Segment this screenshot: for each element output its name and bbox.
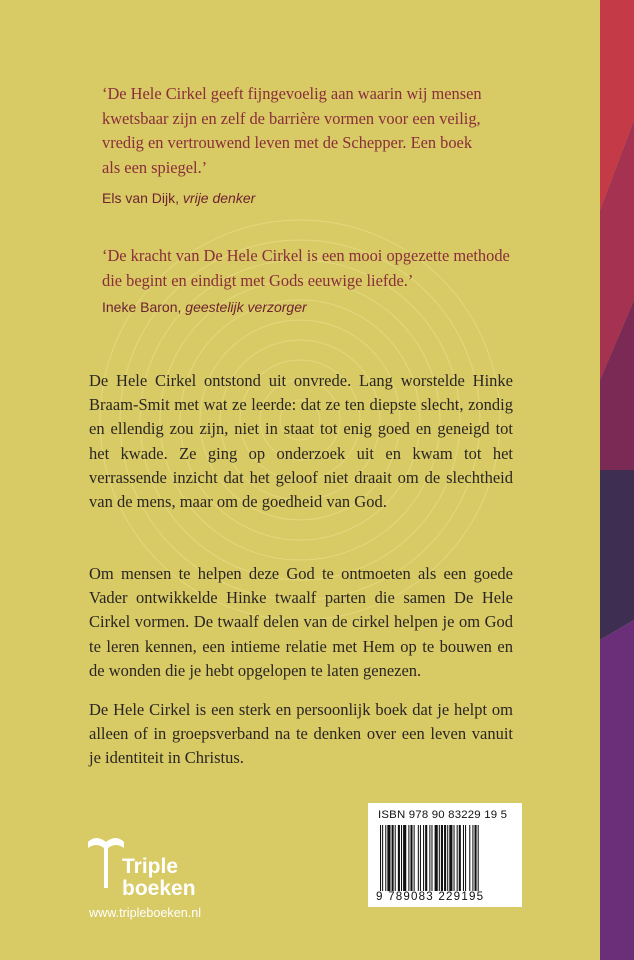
quote-1-line: vredig en vertrouwend leven met de Schepper. Een boek: [102, 133, 473, 152]
barcode-bar: [408, 825, 409, 891]
barcode-bar: [392, 825, 394, 891]
barcode-bar: [420, 825, 421, 891]
barcode-bar: [472, 825, 473, 891]
quote-1-attribution: [102, 190, 255, 206]
blurb-paragraph-1: De Hele Cirkel ontstond uit onvrede. Lang worstelde Hinke Braam-Smit met wat ze leerde: dat ze ten diepste slecht, zondig en ellendig zou zijn, niet in staat tot enig goed en geneigd tot het kwade. Ze ging op onderzoek uit en kwam tot het verrassende inzicht dat het geloof niet draait om de slechtheid van de mens, maar om de goedheid van God.: [89, 371, 513, 512]
barcode-bar: [395, 825, 396, 891]
quote-2-text: [102, 244, 522, 293]
barcode-bar: [418, 825, 419, 891]
barcode-bar: [398, 825, 400, 891]
quote-1-author: Els van Dijk,: [102, 190, 180, 206]
barcode-bar: [459, 825, 461, 891]
barcode-bar: [435, 825, 438, 891]
quote-2-line: ‘De kracht van De Hele Cirkel is een mooi opgezette methode: [102, 246, 510, 265]
barcode-bar: [444, 825, 446, 891]
barcode-bar: [457, 825, 458, 891]
blurb-paragraph-2: Om mensen te helpen deze God te ontmoeten als een goede Vader ontwikkelde Hinke twaalf parten die samen De Hele Cirkel vormen. De twaalf delen van de cirkel helpen je om God te leren kennen, een intieme relatie met Hem op te bouwen en de wonden die je hebt opgelopen te laten genezen.: [89, 564, 513, 680]
barcode-bar: [401, 825, 402, 891]
quote-1-line: ‘De Hele Cirkel geeft fijngevoelig aan waarin wij mensen: [102, 84, 482, 103]
barcode-bar: [431, 825, 432, 891]
barcode-bar: [478, 825, 479, 891]
isbn-label: ISBN 978 90 83229 19 5: [378, 809, 508, 821]
barcode-bar: [469, 825, 470, 891]
barcode-bar: [423, 825, 424, 891]
barcode-bar: [475, 825, 477, 891]
quote-2-author: Ineke Baron,: [102, 299, 182, 315]
barcode-bar: [441, 825, 443, 891]
barcode-bar: [387, 825, 390, 891]
barcode-bars: [378, 825, 518, 891]
barcode-bar: [439, 825, 440, 891]
quote-1-line: kwetsbaar zijn en zelf de barrière vormen voor een veilig,: [102, 108, 481, 128]
ean-digits: 9 789083 229195: [376, 890, 485, 903]
spine-color-strip: [600, 0, 634, 960]
barcode-bar: [410, 825, 412, 891]
barcode-bar: [449, 825, 452, 891]
barcode-bar: [385, 825, 386, 891]
quote-1-role: vrije denker: [182, 190, 256, 206]
blurb-paragraph-3: De Hele Cirkel is een sterk en persoonlijk boek dat je helpt om alleen of in groepsverband na te denken over een leven vanuit je identiteit in Christus.: [89, 700, 513, 768]
triple-logo-icon: [86, 832, 126, 892]
barcode-bar: [380, 825, 381, 891]
barcode-bar: [463, 825, 464, 891]
barcode-bar: [382, 825, 383, 891]
isbn-barcode: [368, 803, 522, 907]
barcode-bar: [425, 825, 427, 891]
barcode-bar: [454, 825, 455, 891]
barcode-bar: [403, 825, 406, 891]
barcode-bar: [465, 825, 466, 891]
barcode-bar: [414, 825, 415, 891]
quote-2-attribution: [102, 299, 307, 315]
logo-word-triple: Triple: [122, 855, 179, 878]
logo-word-boeken: boeken: [122, 877, 196, 900]
barcode-bar: [447, 825, 448, 891]
publisher-logo: [86, 832, 226, 912]
quote-1-line: als een spiegel.’: [102, 157, 208, 177]
publisher-url: www.tripleboeken.nl: [89, 906, 202, 920]
quote-1-text: [102, 82, 522, 180]
quote-2-role: geestelijk verzorger: [185, 299, 307, 315]
quote-2-line: die begint en eindigt met Gods eeuwige liefde.’: [102, 270, 414, 290]
barcode-bar: [429, 825, 430, 891]
